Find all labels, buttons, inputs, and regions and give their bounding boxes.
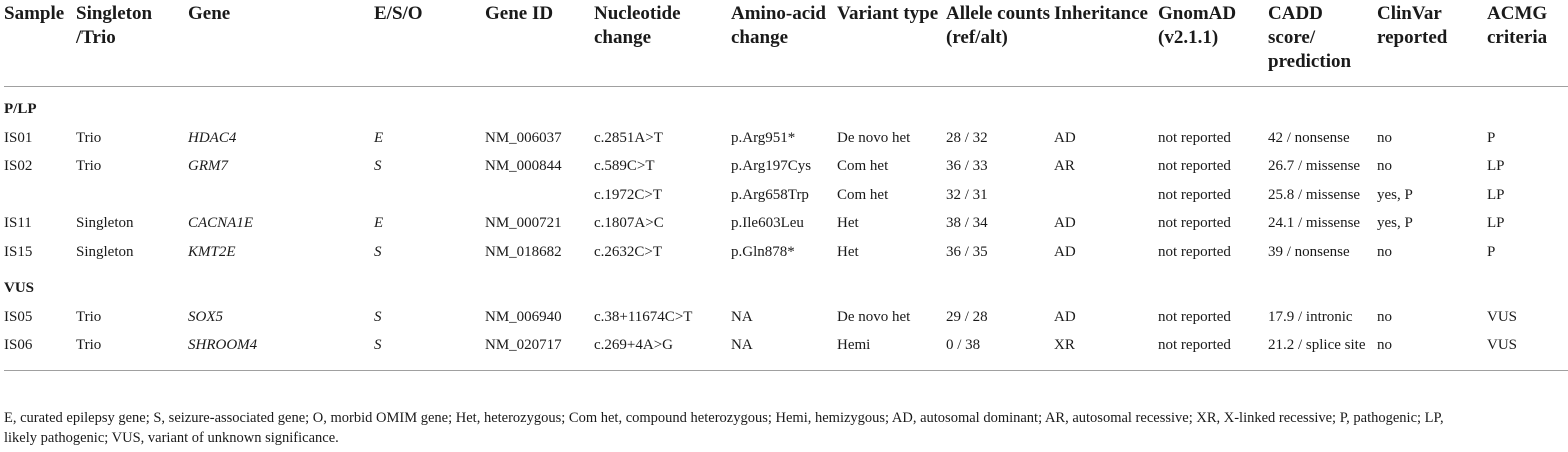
table-cell: E: [374, 215, 384, 231]
table-cell: c.269+4A>G: [594, 337, 673, 353]
table-cell: no: [1377, 308, 1392, 325]
table-cell: CACNA1E: [188, 215, 254, 231]
table-cell: KMT2E: [188, 243, 236, 260]
empty-cell: [485, 266, 594, 303]
table-cell: Trio: [76, 308, 102, 325]
table-cell: [4, 181, 76, 210]
empty-cell: [837, 266, 946, 303]
table-cell: 24.1 / missense: [1268, 215, 1361, 231]
table-cell: not reported: [1158, 158, 1231, 174]
table-cell: 17.9 / intronic: [1268, 308, 1353, 325]
table-cell: Com het: [837, 158, 889, 174]
table-cell: IS01: [4, 129, 33, 146]
table-cell: p.Ile603Leu: [731, 215, 804, 231]
empty-cell: [1054, 87, 1158, 124]
table-cell: LP: [1487, 215, 1505, 231]
table-cell: NA: [731, 337, 753, 353]
table-cell: c.1807A>C: [594, 215, 664, 231]
empty-cell: [1377, 87, 1487, 124]
table-cell: no: [1377, 243, 1392, 260]
table-cell: AD: [1054, 243, 1076, 260]
table-cell: VUS: [1487, 337, 1518, 353]
empty-cell: [731, 266, 837, 303]
table-cell: AD: [1054, 129, 1076, 146]
table-cell: SHROOM4: [188, 337, 258, 353]
empty-cell: [188, 87, 374, 124]
empty-cell: [188, 266, 374, 303]
table-cell: 26.7 / missense: [1268, 158, 1361, 174]
section-row: [4, 87, 1568, 124]
table-cell: no: [1377, 158, 1392, 174]
empty-cell: [1487, 266, 1568, 303]
table-cell: not reported: [1158, 215, 1231, 231]
column-header: CADD score/ prediction: [1268, 3, 1352, 72]
table-cell: NM_020717: [485, 337, 562, 353]
table-cell: P: [1487, 129, 1496, 146]
table-cell: Trio: [76, 158, 102, 174]
table-cell: no: [1377, 129, 1392, 146]
column-header: Singleton /Trio: [76, 3, 153, 48]
table-cell: c.38+11674C>T: [594, 308, 693, 325]
table-cell: AD: [1054, 215, 1076, 231]
table-cell: 21.2 / splice site: [1268, 337, 1366, 353]
column-header: GnomAD (v2.1.1): [1158, 3, 1237, 48]
table-cell: [1054, 181, 1158, 210]
column-header: Sample: [4, 3, 65, 24]
table-row: [4, 303, 1568, 332]
table-cell: Trio: [76, 129, 102, 146]
table-cell: De novo het: [837, 129, 911, 146]
table-cell: AD: [1054, 308, 1076, 325]
table-cell: c.1972C>T: [594, 186, 663, 203]
empty-cell: [1487, 87, 1568, 124]
table-footnote: E, curated epilepsy gene; S, seizure-associated gene; O, morbid OMIM gene; Het, heterozygous; Com het, compound heterozygous; Hemi, hemizygous; AD, autosomal dominant; AR, autosomal recessive; XR, X-linked recessive; P, pathogenic; LP, likely pathogenic; VUS, variant of unknown significance.: [4, 410, 1444, 446]
table-row: [4, 209, 1568, 238]
column-header: Variant type: [837, 3, 939, 24]
section-label: P/LP: [4, 101, 37, 117]
table-cell: p.Gln878*: [731, 243, 795, 260]
table-cell: Singleton: [76, 243, 134, 260]
column-header: ACMG criteria: [1487, 3, 1548, 48]
table-cell: Singleton: [76, 215, 134, 231]
header-row: [4, 0, 1568, 87]
empty-cell: [374, 87, 485, 124]
table-cell: SOX5: [188, 308, 223, 325]
table-row: [4, 238, 1568, 267]
table-body: [4, 87, 1568, 371]
table-cell: LP: [1487, 158, 1505, 174]
table-cell: 42 / nonsense: [1268, 129, 1350, 146]
table-cell: P: [1487, 243, 1496, 260]
table-cell: not reported: [1158, 186, 1231, 203]
column-header: Amino-acid change: [731, 3, 826, 48]
table-row: [4, 181, 1568, 210]
table-cell: IS15: [4, 243, 33, 260]
table-cell: IS02: [4, 158, 33, 174]
empty-cell: [1268, 266, 1377, 303]
column-header: E/S/O: [374, 3, 423, 24]
table-cell: GRM7: [188, 158, 228, 174]
empty-cell: [837, 87, 946, 124]
table-cell: S: [374, 158, 382, 174]
empty-cell: [374, 266, 485, 303]
table-cell: 38 / 34: [946, 215, 988, 231]
table-cell: 36 / 33: [946, 158, 988, 174]
empty-cell: [1158, 87, 1268, 124]
table-row: [4, 152, 1568, 181]
table-cell: Hemi: [837, 337, 871, 353]
empty-cell: [946, 87, 1054, 124]
empty-cell: [731, 87, 837, 124]
table-cell: 25.8 / missense: [1268, 186, 1361, 203]
table-cell: 32 / 31: [946, 186, 988, 203]
table-cell: p.Arg197Cys: [731, 158, 812, 174]
table-cell: IS06: [4, 337, 33, 353]
table-row: [4, 331, 1568, 370]
variants-table: [4, 0, 1568, 371]
table-cell: [188, 181, 374, 210]
table-cell: p.Arg658Trp: [731, 186, 809, 203]
empty-cell: [594, 266, 731, 303]
table-cell: p.Arg951*: [731, 129, 796, 146]
table-cell: c.589C>T: [594, 158, 655, 174]
table-cell: S: [374, 337, 382, 353]
empty-cell: [1268, 87, 1377, 124]
empty-cell: [485, 87, 594, 124]
table-cell: S: [374, 308, 382, 325]
table-cell: VUS: [1487, 308, 1518, 325]
table-cell: no: [1377, 337, 1392, 353]
table-cell: IS05: [4, 308, 33, 325]
table-cell: not reported: [1158, 308, 1231, 325]
column-header: ClinVar reported: [1377, 3, 1448, 48]
empty-cell: [76, 87, 188, 124]
table-cell: [76, 181, 188, 210]
table-cell: Het: [837, 243, 859, 260]
table-cell: AR: [1054, 158, 1075, 174]
table-cell: NM_000721: [485, 215, 562, 231]
column-header: Inheritance: [1054, 3, 1148, 24]
table-cell: IS11: [4, 215, 32, 231]
table-cell: NM_000844: [485, 158, 562, 174]
table-cell: 36 / 35: [946, 243, 988, 260]
table-cell: Com het: [837, 186, 889, 203]
empty-cell: [946, 266, 1054, 303]
section-row: [4, 266, 1568, 303]
table-cell: 0 / 38: [946, 337, 981, 353]
table-cell: XR: [1054, 337, 1075, 353]
empty-cell: [76, 266, 188, 303]
table-cell: not reported: [1158, 129, 1231, 146]
table-cell: [485, 181, 594, 210]
column-header: Allele counts (ref/alt): [946, 3, 1050, 48]
table-cell: HDAC4: [188, 129, 237, 146]
table-cell: Trio: [76, 337, 102, 353]
empty-cell: [1158, 266, 1268, 303]
table-cell: NM_006940: [485, 308, 562, 325]
empty-cell: [1377, 266, 1487, 303]
table-cell: 28 / 32: [946, 129, 988, 146]
table-row: [4, 124, 1568, 153]
table-cell: not reported: [1158, 337, 1231, 353]
table-cell: NA: [731, 308, 753, 325]
table-cell: 29 / 28: [946, 308, 988, 325]
section-label: VUS: [4, 280, 35, 296]
column-header: Gene: [188, 3, 231, 24]
table-cell: c.2632C>T: [594, 243, 663, 260]
table-cell: S: [374, 243, 382, 260]
table-cell: NM_006037: [485, 129, 562, 146]
table-cell: yes, P: [1377, 215, 1413, 231]
table-cell: yes, P: [1377, 186, 1413, 203]
table-cell: [374, 181, 485, 210]
table-cell: c.2851A>T: [594, 129, 663, 146]
table-cell: De novo het: [837, 308, 911, 325]
table-cell: not reported: [1158, 243, 1231, 260]
table-cell: LP: [1487, 186, 1505, 203]
table-cell: E: [374, 129, 384, 146]
table-cell: Het: [837, 215, 859, 231]
column-header: Gene ID: [485, 3, 554, 24]
empty-cell: [594, 87, 731, 124]
empty-cell: [1054, 266, 1158, 303]
table-cell: 39 / nonsense: [1268, 243, 1350, 260]
column-header: Nucleotide change: [594, 3, 681, 48]
table-cell: NM_018682: [485, 243, 562, 260]
